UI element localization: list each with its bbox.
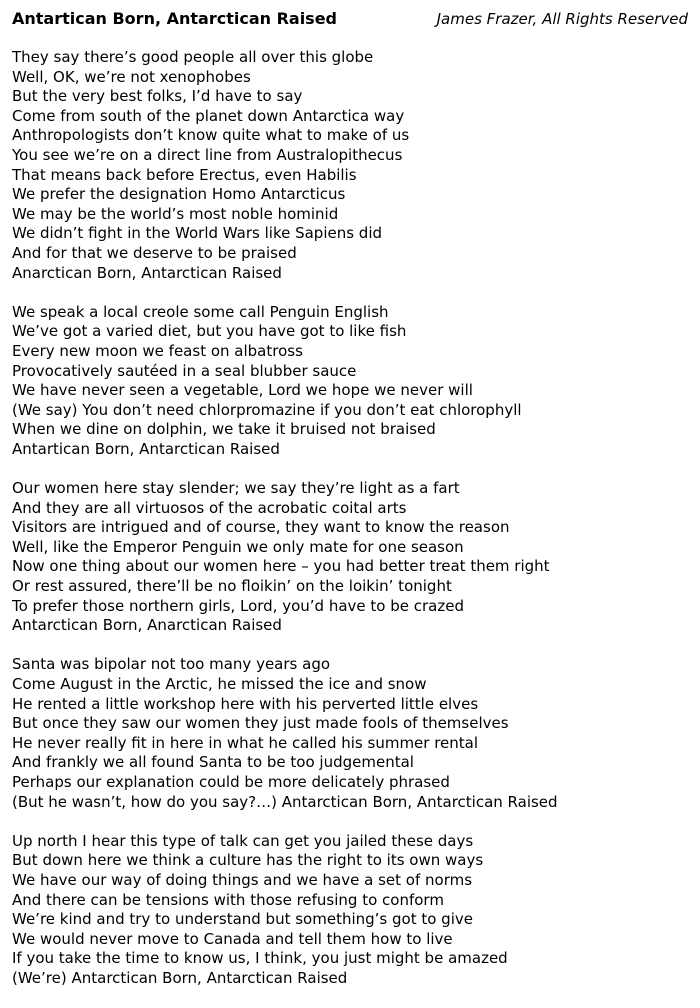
lyric-line: But the very best folks, I’d have to say <box>12 87 303 106</box>
lyric-line: We would never move to Canada and tell them how to live <box>12 929 453 948</box>
lyric-line: He rented a little workshop here with his perverted little elves <box>12 694 479 713</box>
lyrics-body <box>12 48 692 1008</box>
lyric-line: Or rest assured, there’ll be no floikin’ on the loikin’ tonight <box>12 577 452 596</box>
lyric-line: And frankly we all found Santa to be too judgemental <box>12 753 414 772</box>
lyric-line: We prefer the designation Homo Antarcticus <box>12 185 346 204</box>
stanza-2 <box>12 303 692 460</box>
lyric-line: Provocatively sautéed in a seal blubber sauce <box>12 361 357 380</box>
lyric-line: And they are all virtuosos of the acrobatic coital arts <box>12 498 407 517</box>
lyric-line: Well, like the Emperor Penguin we only mate for one season <box>12 537 464 556</box>
lyric-line: And there can be tensions with those refusing to conform <box>12 890 444 909</box>
lyric-line: We speak a local creole some call Penguin English <box>12 302 389 321</box>
lyric-line: We’ve got a varied diet, but you have got to like fish <box>12 322 407 341</box>
lyric-line: Now one thing about our women here – you had better treat them right <box>12 557 550 576</box>
lyric-line: When we dine on dolphin, we take it bruised not braised <box>12 420 436 439</box>
lyric-line: Perhaps our explanation could be more delicately phrased <box>12 772 450 791</box>
lyric-line: Well, OK, we’re not xenophobes <box>12 67 251 86</box>
document-header <box>12 9 688 31</box>
refrain-line: Anarctican Born, Antarctican Raised <box>12 263 282 282</box>
song-title: Antartican Born, Antarctican Raised <box>12 9 337 28</box>
lyric-line: That means back before Erectus, even Habilis <box>12 165 357 184</box>
lyric-line: Our women here stay slender; we say they’re light as a fart <box>12 479 460 498</box>
lyric-line: Up north I hear this type of talk can get you jailed these days <box>12 831 474 850</box>
stanza-4 <box>12 655 692 812</box>
lyric-line: Visitors are intrigued and of course, they want to know the reason <box>12 518 510 537</box>
lyric-line: He never really fit in here in what he called his summer rental <box>12 733 479 752</box>
lyric-line: Every new moon we feast on albatross <box>12 341 303 360</box>
copyright-notice: James Frazer, All Rights Reserved <box>436 10 688 28</box>
lyric-line: Come from south of the planet down Antarctica way <box>12 106 405 125</box>
lyric-line: If you take the time to know us, I think, you just might be amazed <box>12 949 508 968</box>
lyric-line: To prefer those northern girls, Lord, you’d have to be crazed <box>12 596 464 615</box>
lyric-line: Come August in the Arctic, he missed the ice and snow <box>12 675 427 693</box>
lyric-line: And for that we deserve to be praised <box>12 243 297 262</box>
lyric-line: You see we’re on a direct line from Australopithecus <box>12 145 403 164</box>
lyric-line: We’re kind and try to understand but something’s got to give <box>12 910 473 929</box>
lyric-line: Santa was bipolar not too many years ago <box>12 655 331 674</box>
refrain-line: Antarctican Born, Anarctican Raised <box>12 616 282 635</box>
lyric-line: But down here we think a culture has the right to its own ways <box>12 851 484 870</box>
refrain-line: (But he wasn’t, how do you say?…) Antarctican Born, Antarctican Raised <box>12 792 558 811</box>
stanza-1 <box>12 48 692 283</box>
refrain-line: Antartican Born, Antarctican Raised <box>12 439 280 458</box>
lyric-line: (We say) You don’t need chlorpromazine if you don’t eat chlorophyll <box>12 400 522 419</box>
stanza-5 <box>12 832 692 989</box>
lyric-line: They say there’s good people all over this globe <box>12 48 374 66</box>
lyric-line: We have our way of doing things and we have a set of norms <box>12 870 473 889</box>
lyric-line: We may be the world’s most noble hominid <box>12 204 339 223</box>
stanza-3 <box>12 479 692 636</box>
lyric-line: Anthropologists don’t know quite what to make of us <box>12 126 410 145</box>
lyric-line: But once they saw our women they just made fools of themselves <box>12 714 509 733</box>
lyric-line: We have never seen a vegetable, Lord we hope we never will <box>12 381 473 400</box>
refrain-line: (We’re) Antarctican Born, Antarctican Raised <box>12 968 348 987</box>
lyric-line: We didn’t fight in the World Wars like Sapiens did <box>12 224 383 243</box>
